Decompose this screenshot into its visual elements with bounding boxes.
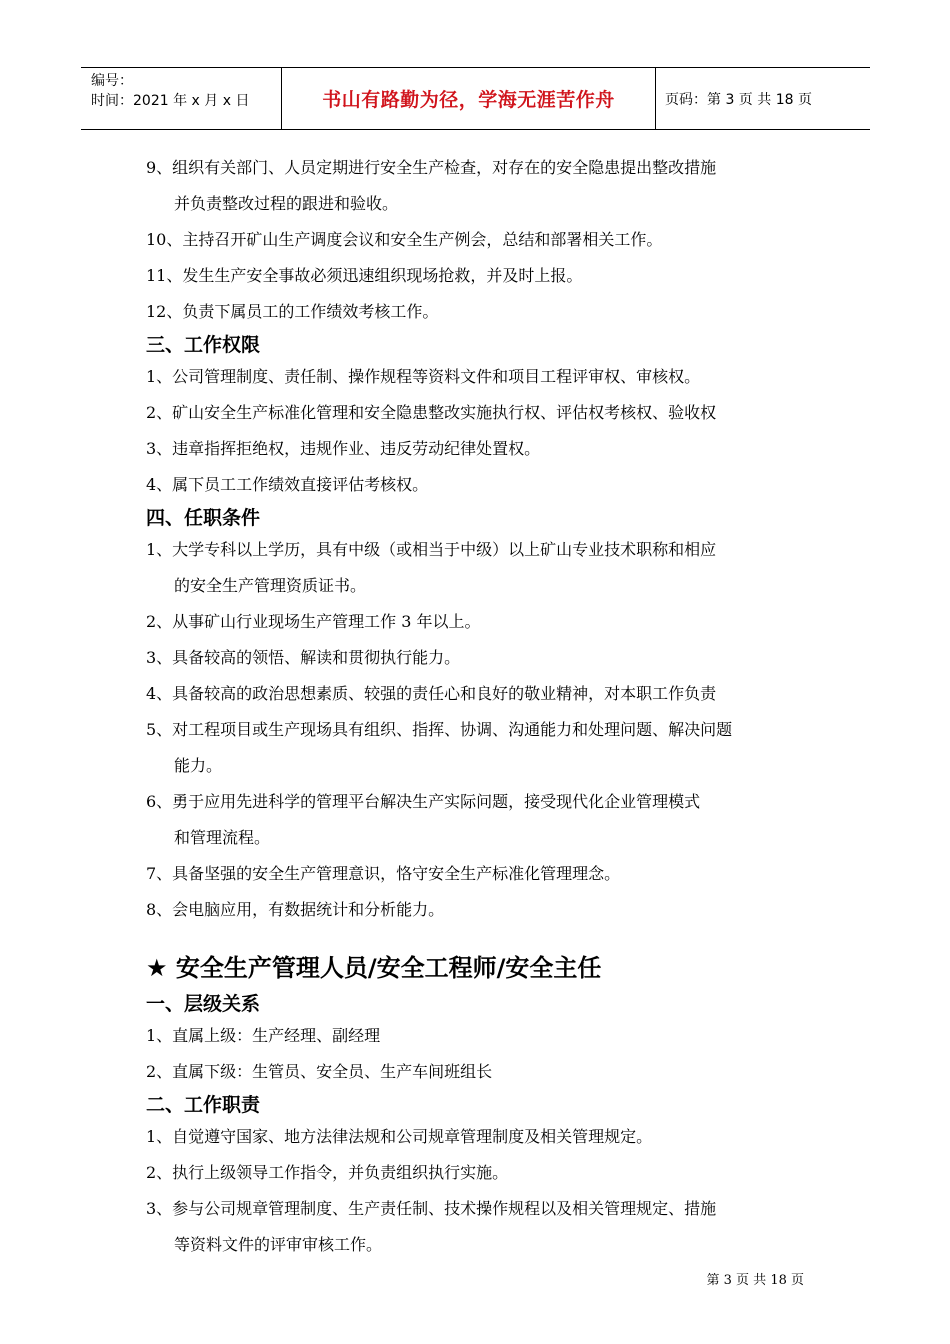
list-item: 2、从事矿山行业现场生产管理工作 3 年以上。 [146, 612, 481, 631]
list-item-continuation: 和管理流程。 [174, 828, 271, 847]
header-motto: 书山有路勤为径，学海无涯苦作舟 [322, 89, 615, 111]
list-item: 4、属下员工工作绩效直接评估考核权。 [146, 475, 429, 494]
list-item: 2、执行上级领导工作指令，并负责组织执行实施。 [146, 1163, 509, 1182]
list-item: 11、发生生产安全事故必须迅速组织现场抢救，并及时上报。 [146, 266, 583, 285]
list-item: 5、对工程项目或生产现场具有组织、指挥、协调、沟通能力和处理问题、解决问题 [146, 720, 733, 739]
list-item: 9、组织有关部门、人员定期进行安全生产检查，对存在的安全隐患提出整改措施 [146, 158, 717, 177]
document-header [81, 67, 870, 130]
list-item: 1、公司管理制度、责任制、操作规程等资料文件和项目工程评审权、审核权。 [146, 367, 701, 386]
list-item-continuation: 等资料文件的评审审核工作。 [174, 1235, 383, 1254]
list-item-continuation: 的安全生产管理资质证书。 [174, 576, 367, 595]
list-item: 2、矿山安全生产标准化管理和安全隐患整改实施执行权、评估权考核权、验收权 [146, 403, 717, 422]
section-heading: 二、工作职责 [146, 1094, 261, 1116]
list-item-continuation: 并负责整改过程的跟进和验收。 [174, 194, 399, 213]
list-item: 1、直属上级：生产经理、副经理 [146, 1026, 381, 1045]
list-item: 6、勇于应用先进科学的管理平台解决生产实际问题，接受现代化企业管理模式 [146, 792, 701, 811]
section-duties [146, 1119, 816, 1263]
star-icon: ★ [146, 954, 168, 982]
document-body [146, 150, 816, 1263]
role-title-text: 安全生产管理人员/安全工程师/安全主任 [167, 954, 602, 982]
section-heading: 三、工作权限 [146, 334, 261, 356]
document-time-label: 时间：2021 年 x 月 x 日 [91, 93, 250, 109]
document-number-label: 编号： [91, 73, 133, 89]
section-heading: 一、层级关系 [146, 993, 261, 1015]
list-item: 7、具备坚强的安全生产管理意识，恪守安全生产标准化管理理念。 [146, 864, 621, 883]
list-item: 12、负责下属员工的工作绩效考核工作。 [146, 302, 439, 321]
list-item: 2、直属下级：生管员、安全员、生产车间班组长 [146, 1062, 493, 1081]
section-heading: 四、任职条件 [146, 507, 261, 529]
list-item: 10、主持召开矿山生产调度会议和安全生产例会，总结和部署相关工作。 [146, 230, 663, 249]
role-title [146, 948, 816, 988]
list-item: 3、违章指挥拒绝权，违规作业、违反劳动纪律处置权。 [146, 439, 541, 458]
section-qualifications [146, 532, 816, 928]
list-item: 8、会电脑应用，有数据统计和分析能力。 [146, 900, 445, 919]
list-item-continuation: 能力。 [174, 756, 223, 775]
header-page-info: 页码：第 3 页 共 18 页 [665, 91, 812, 108]
header-meta-cell [81, 68, 281, 129]
list-item: 3、参与公司规章管理制度、生产责任制、技术操作规程以及相关管理规定、措施 [146, 1199, 717, 1218]
section-hierarchy [146, 1018, 816, 1090]
page-footer: 第 3 页 共 18 页 [706, 1273, 804, 1288]
section-authority [146, 359, 816, 503]
list-item: 3、具备较高的领悟、解读和贯彻执行能力。 [146, 648, 461, 667]
list-item: 1、自觉遵守国家、地方法律法规和公司规章管理制度及相关管理规定。 [146, 1127, 653, 1146]
header-motto-cell [281, 68, 656, 129]
section-duties-continued [146, 150, 816, 330]
header-page-cell [655, 68, 870, 129]
list-item: 1、大学专科以上学历，具有中级（或相当于中级）以上矿山专业技术职称和相应 [146, 540, 717, 559]
list-item: 4、具备较高的政治思想素质、较强的责任心和良好的敬业精神，对本职工作负责 [146, 684, 717, 703]
